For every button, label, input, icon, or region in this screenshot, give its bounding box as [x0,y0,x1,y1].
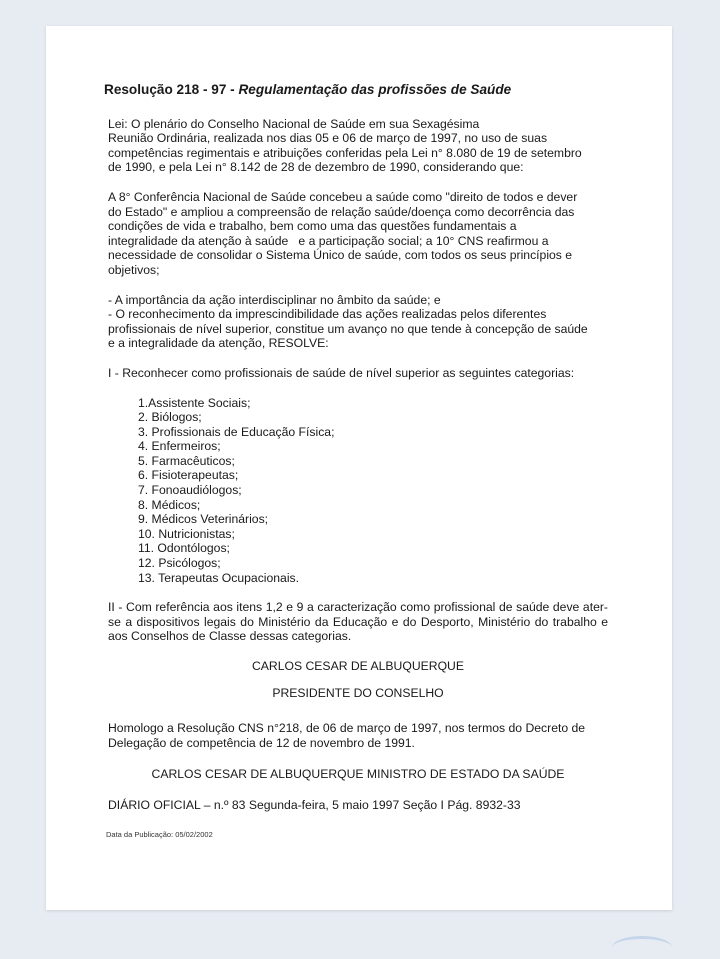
conference-line: do Estado" e ampliou a compreensão de relação saúde/doença como decorrência das [108,204,575,219]
list-item: 6. Fisioterapeutas; [138,468,239,483]
intro-line: de 1990, e pela Lei n° 8.142 de 28 de dezembro de 1990, considerando que: [108,160,524,175]
section-two: II - Com referência aos itens 1,2 e 9 a caracterização como profissional de saúde deve ater-se a dispositivos legais do Ministério da Educação e do Desporto, Ministério do trabalho e aos Conselhos de Classe dessas categorias. [108,600,608,644]
intro-line: Lei: O plenário do Conselho Nacional de Saúde em sua Sexagésima [108,116,480,131]
list-item: 10. Nutricionistas; [138,526,235,541]
consideration-line: profissionais de nível superior, constitue um avanço no que tende à concepção de saúde [108,321,588,336]
list-item: 4. Enfermeiros; [138,439,221,454]
title-resolution: Resolução 218 - 97 - [104,82,239,97]
minister-signature: CARLOS CESAR DE ALBUQUERQUE MINISTRO DE ESTADO DA SAÚDE [151,767,565,782]
list-item: 12. Psicólogos; [138,556,221,571]
consideration-line: e a integralidade da atenção, RESOLVE: [108,336,329,351]
document-page [46,26,672,910]
intro-paragraph [108,117,608,175]
homologation-paragraph: Homologo a Resolução CNS n°218, de 06 de março de 1997, nos termos do Decreto de Delegação de competência de 12 de novembro de 1991. [108,721,586,750]
document-title [104,83,608,98]
categories-list [138,396,608,586]
conference-line: integralidade da atenção à saúde e a participação social; a 10° CNS reafirmou a [108,233,549,248]
conference-paragraph [108,190,608,278]
section-one: I - Reconhecer como profissionais de saúde de nível superior as seguintes categorias: [108,365,575,380]
title-subject: Regulamentação das profissões de Saúde [238,82,512,97]
publication-date: Data da Publicação: 05/02/2002 [106,830,213,839]
signature-name: CARLOS CESAR DE ALBUQUERQUE [252,659,464,673]
list-item: 1.Assistente Sociais; [138,395,251,410]
list-item: 2. Biólogos; [138,410,202,425]
considerations-paragraph [108,293,608,351]
diario-oficial-reference: DIÁRIO OFICIAL – n.º 83 Segunda-feira, 5 maio 1997 Seção I Pág. 8932-33 [108,797,521,812]
list-item: 13. Terapeutas Ocupacionais. [138,570,300,585]
conference-line: objetivos; [108,262,160,277]
list-item: 8. Médicos; [138,497,201,512]
conference-line: A 8° Conferência Nacional de Saúde concebeu a saúde como "direito de todos e dever [108,189,578,204]
list-item: 11. Odontólogos; [138,541,230,556]
list-item: 9. Médicos Veterinários; [138,512,269,527]
conference-line: condições de vida e trabalho, bem como uma das questões fundamentais a [108,219,517,234]
corner-decoration [612,936,672,959]
conference-line: necessidade de consolidar o Sistema Único de saúde, com todos os seus princípios e [108,248,573,263]
consideration-line: - O reconhecimento da imprescindibilidade das ações realizadas pelos diferentes [108,307,547,322]
consideration-line: - A importância da ação interdisciplinar no âmbito da saúde; e [108,292,441,307]
signature-role: PRESIDENTE DO CONSELHO [272,685,444,700]
list-item: 7. Fonoaudiólogos; [138,483,242,498]
intro-line: competências regimentais e atribuições conferidas pela Lei n° 8.080 de 19 de setembro [108,145,582,160]
intro-line: Reunião Ordinária, realizada nos dias 05 e 06 de março de 1997, no uso de suas [108,131,548,146]
document-body [104,82,608,813]
list-item: 3. Profissionais de Educação Física; [138,424,335,439]
list-item: 5. Farmacêuticos; [138,453,235,468]
